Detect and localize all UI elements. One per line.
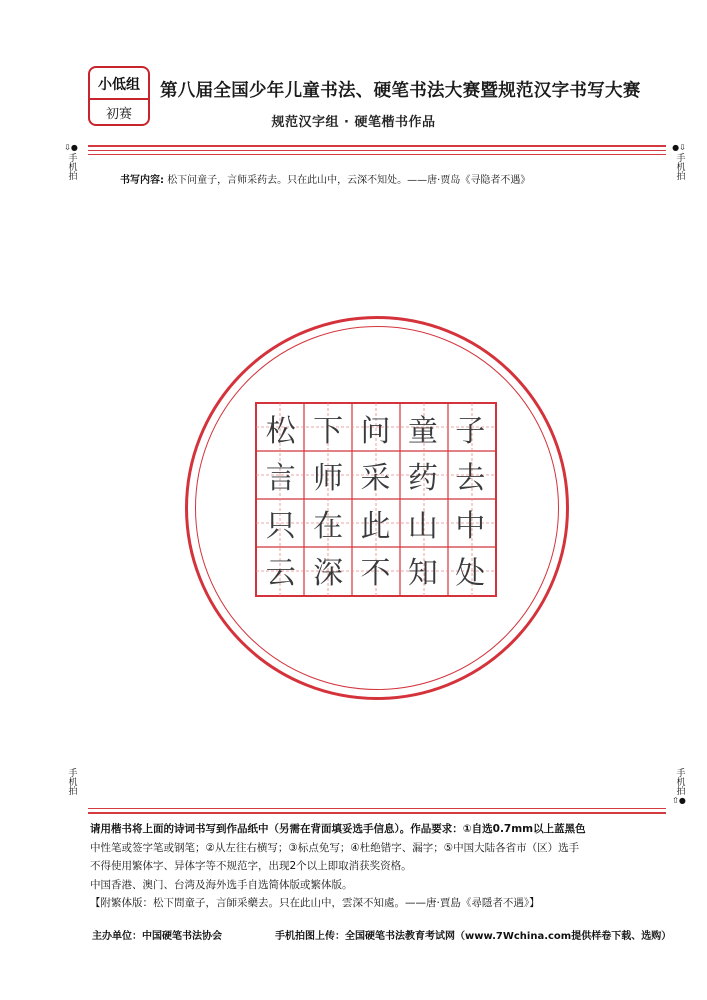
grid-cell: 言 [265,461,296,497]
phone-capture-mark-top-left [62,142,80,180]
phone-capture-label: 手机拍 [66,153,77,180]
instruction-line: 中国香港、澳门、台湾及海外选手自选简体版或繁体版。 [90,878,353,891]
grid-cell: 山 [407,508,438,544]
phone-capture-label: 手机拍 [674,768,685,795]
badge-stage-label: 初赛 [105,107,132,122]
instruction-line: 不得使用繁体字、异体字等不规范字，出现2个以上即取消获奖资格。 [90,860,412,872]
instruction-line: 请用楷书将上面的诗词书写到作品纸中（另需在背面填妥选手信息）。作品要求：①自选0.7mm以上蓝黑色 [90,823,586,835]
grid-cell: 不 [360,556,391,592]
badge-divider [90,98,148,100]
grid-cell: 此 [360,508,391,544]
grid-cell: 药 [407,461,438,497]
grid-cell: 深 [313,556,344,592]
camera-icon: ●⇩ [672,143,686,152]
instructions-block [90,820,670,913]
traditional-version-line: 【附繁体版：松下問童子，言師采藥去。只在此山中，雲深不知處。——唐·賈島《尋隱者不遇》】 [90,897,540,909]
phone-capture-mark-top-right [670,142,688,180]
bottom-divider-thin [88,808,666,809]
phone-capture-mark-bottom-left [62,768,80,795]
organizer-text: 主办单位：中国硬笔书法协会 [92,931,222,942]
phone-capture-label: 手机拍 [674,153,685,180]
grid-cell: 云 [265,556,296,592]
grid-cell: 师 [313,461,344,497]
top-divider-thin [88,150,666,151]
grid-cell: 子 [455,413,486,449]
grid-cell: 童 [407,413,438,449]
instruction-line: 中性笔或签字笔或钢笔；②从左往右横写；③标点免写；④杜绝错字、漏字；⑤中国大陆各省市（区）选手 [90,841,580,854]
page-subtitle: 规范汉字组 · 硬笔楷书作品 [271,115,436,130]
writing-content-label: 书写内容: [120,175,164,186]
grid-cell: 问 [360,413,391,449]
grid-cell: 知 [407,556,438,592]
phone-capture-label: 手机拍 [66,768,77,795]
grid-cell: 去 [455,461,486,497]
top-divider-thin-2 [88,154,666,155]
writing-content [120,171,530,186]
bottom-divider-thick [88,812,666,814]
camera-icon: ⇩● [64,143,78,152]
handwritten-characters [257,404,494,594]
top-divider-thick [88,145,666,147]
grid-cell: 松 [265,413,296,449]
writing-content-text: 松下问童子，言师采药去。只在此山中，云深不知处。——唐·贾岛《寻隐者不遇》 [167,175,531,186]
badge-group-label: 小低组 [98,77,140,93]
grid-cell: 中 [455,508,486,544]
page-title: 第八届全国少年儿童书法、硬笔书法大赛暨规范汉字书写大赛 [160,81,641,101]
grid-cell: 采 [360,461,391,497]
grid-cell: 只 [265,508,296,544]
grid-cell: 处 [455,556,486,592]
upload-info-text: 手机拍图上传：全国硬笔书法教育考试网（www.7Wchina.com提供样卷下载、选购） [275,931,672,942]
phone-capture-mark-bottom-right [670,768,688,806]
grid-cell: 下 [313,413,344,449]
camera-icon: ⇧● [672,796,686,805]
grid-cell: 在 [313,508,344,544]
